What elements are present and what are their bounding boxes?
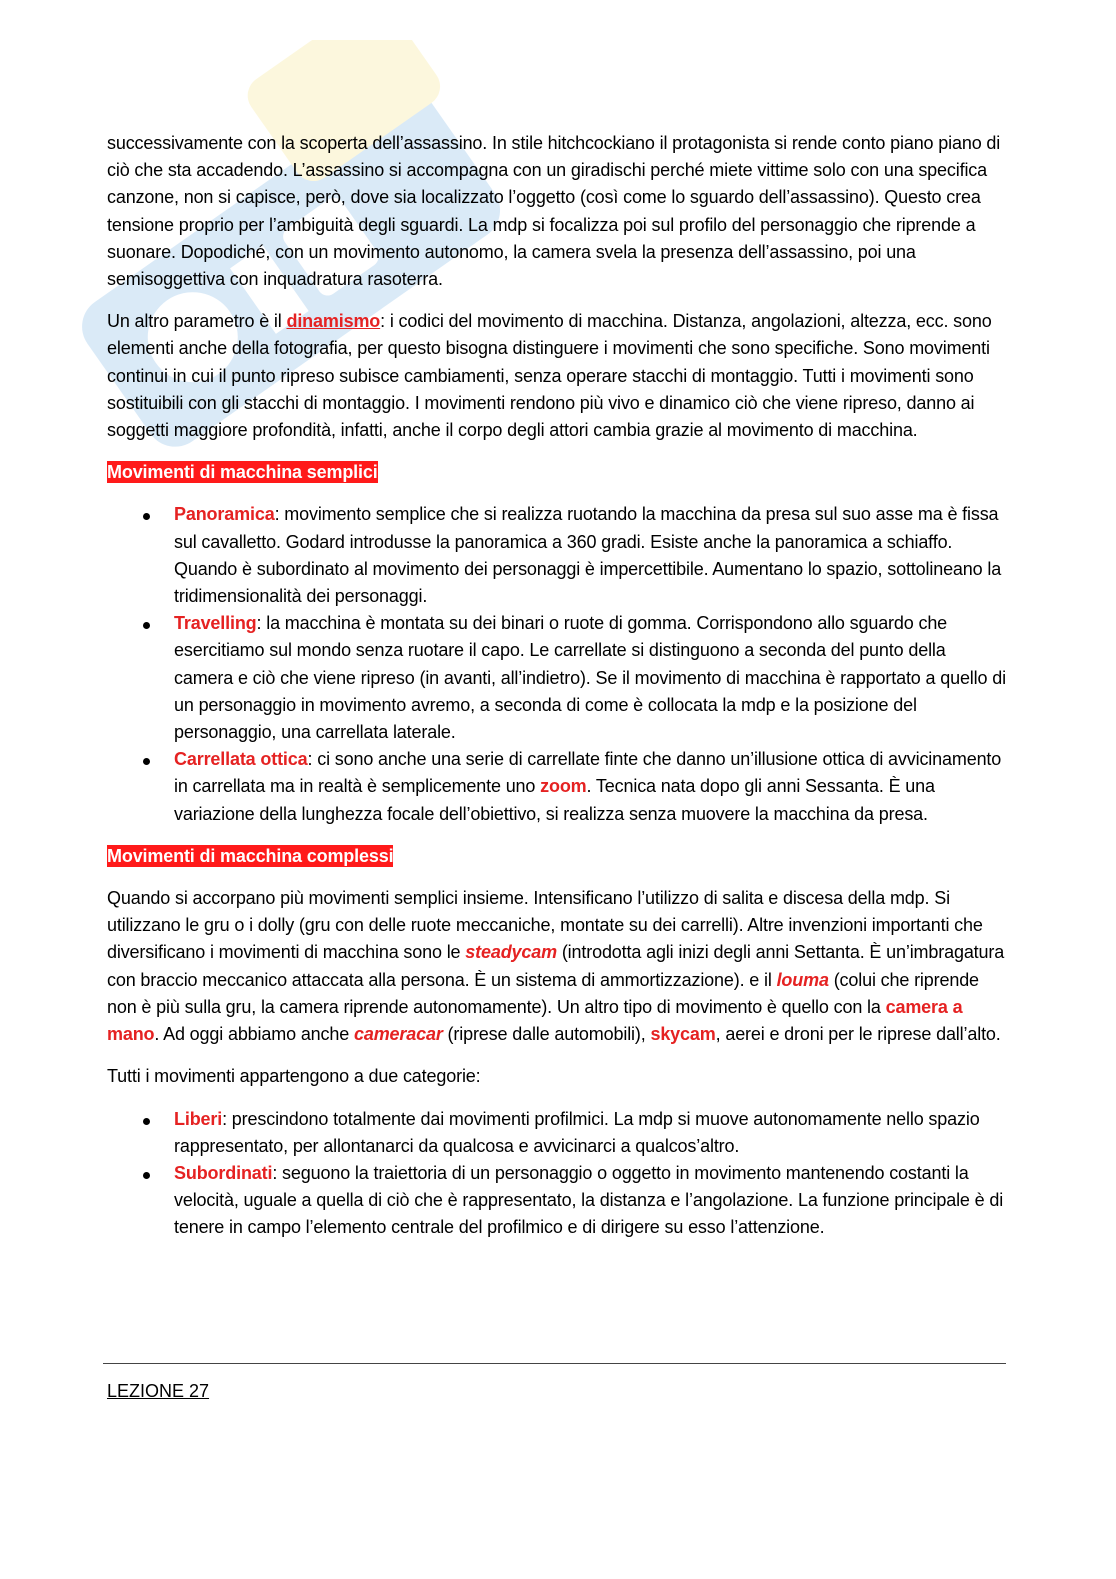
bullet-icon — [143, 1118, 150, 1125]
list-categories — [107, 1106, 1007, 1242]
paragraph-categories: Tutti i movimenti appartengono a due categorie: — [107, 1066, 481, 1087]
text-run: (introdotta agli inizi degli anni Settanta. È un’imbragatura con braccio meccanico attaccata alla persona. È un sistema di ammortizzazione). e il — [107, 942, 1005, 990]
bullet-icon — [143, 622, 150, 629]
lesson-heading: LEZIONE 27 — [107, 1381, 210, 1401]
term-cameracar: cameracar — [353, 1024, 443, 1045]
list-item — [174, 1106, 1007, 1160]
list-item — [174, 501, 1007, 610]
heading-label: Movimenti di macchina semplici — [107, 462, 378, 483]
text-run: (colui che riprende non è più sulla gru, la camera riprende autonomamente). Un altro tipo di movimento è quello con la — [107, 969, 979, 1017]
paragraph-intro: successivamente con la scoperta dell’assassino. In stile hitchcockiano il protagonista si rende conto piano piano di ciò che sta accadendo. L’assassino si accompagna con un giradischi perché miete vittime solo con una specifica canzone, non si capisce, però, dove sia localizzato l’oggetto (così come lo sguardo dell’assassino). Questo crea tensione proprio per l’ambiguità degli sguardi. La mdp si focalizza poi sul profilo del personaggio che riprende a suonare. Dopodiché, con un movimento autonomo, la camera svela la presenza dell’assassino, poi una semisoggettiva con inquadratura rasoterra. — [107, 133, 1001, 290]
list-item — [174, 746, 1007, 828]
document-body — [107, 130, 1007, 1257]
horizontal-divider — [103, 1363, 1006, 1364]
text-run: Quando si accorpano più movimenti semplici insieme. Intensificano l’utilizzo di salita e discesa della mdp. Si utilizzano le gru o i dolly (gru con delle ruote meccaniche, montate su dei carrelli). Altre invenzioni importanti che diversificano i movimenti di macchina sono le — [107, 888, 983, 963]
term-steadycam: steadycam — [465, 942, 557, 963]
list-item — [174, 1160, 1007, 1242]
text-run: : la macchina è montata su dei binari o ruote di gomma. Corrispondono allo sguardo che esercitiamo sul mondo senza ruotare il capo. Le carrellate si distinguono a seconda del punto della camera e ciò che viene ripreso (in avanti, all’indietro). Se il movimento di macchina è rapportato a quello di un personaggio in movimento avremo, a seconda di come è collocata la mdp e la posizione del personaggio, una carrellata laterale. — [174, 613, 1006, 743]
term-carrellata-ottica: Carrellata ottica — [174, 749, 308, 770]
text-run: : ci sono anche una serie di carrellate finte che danno un’illusione ottica di avvicinamento in carrellata ma in realtà è semplicemente uno — [174, 749, 1002, 797]
paragraph-complex — [107, 885, 1007, 1048]
list-simple-movements — [107, 501, 1007, 827]
paragraph-dinamismo — [107, 308, 1007, 444]
term-dinamismo: dinamismo — [286, 311, 381, 332]
list-item — [174, 610, 1007, 746]
text-run: : i codici del movimento di macchina. Distanza, angolazioni, altezza, ecc. sono elementi anche della fotografia, per questo bisogna distinguere i movimenti che sono specifiche. Sono movimenti continui in cui il punto ripreso subisce cambiamenti, senza operare stacchi di montaggio. Tutti i movimenti sono sostituibili con gli stacchi di montaggio. I movimenti rendono più vivo e dinamico ciò che viene ripreso, danno ai soggetti maggiore profondità, infatti, anche il corpo degli attori cambia grazie al movimento di macchina. — [107, 311, 992, 441]
term-zoom: zoom — [540, 776, 587, 797]
term-camera-a-mano: camera a mano — [107, 996, 963, 1045]
term-travelling: Travelling — [174, 613, 257, 634]
term-panoramica: Panoramica — [174, 504, 275, 525]
bullet-icon — [143, 513, 150, 520]
bullet-icon — [143, 1172, 150, 1179]
bullet-icon — [143, 758, 150, 765]
text-run: : prescindono totalmente dai movimenti profilmici. La mdp si muove autonomamente nello spazio rappresentato, per allontanarci da qualcosa e avvicinarci a qualcos’altro. — [174, 1108, 980, 1156]
text-run: . Ad oggi abbiamo anche — [154, 1024, 354, 1045]
section-heading-simple — [107, 459, 1007, 486]
text-run: Un altro parametro è il — [107, 311, 287, 332]
text-run: : movimento semplice che si realizza ruotando la macchina da presa sul suo asse ma è fissa sul cavalletto. Godard introdusse la panoramica a 360 gradi. Esiste anche la panoramica a schiaffo. Quando è subordinato al movimento dei personaggi è impercettibile. Aumentano lo spazio, sottolineano la tridimensionalità dei personaggi. — [174, 504, 1002, 607]
term-skycam: skycam — [650, 1024, 716, 1045]
text-run: (riprese dalle automobili), — [442, 1024, 651, 1045]
term-louma: louma — [776, 969, 829, 990]
text-run: : seguono la traiettoria di un personaggio o oggetto in movimento mantenendo costanti la velocità, uguale a quella di ciò che è rappresentato, la distanza e l’angolazione. La funzione principale è di tenere in campo l’elemento centrale del profilmico e di dirigere su esso l’attenzione. — [174, 1162, 1004, 1238]
text-run: . Tecnica nata dopo gli anni Sessanta. È una variazione della lunghezza focale dell’obiettivo, si realizza senza muovere la macchina da presa. — [174, 776, 935, 824]
text-run: , aerei e droni per le riprese dall’alto. — [715, 1024, 1001, 1045]
heading-label: Movimenti di macchina complessi — [107, 845, 394, 866]
section-heading-complex — [107, 843, 1007, 870]
term-subordinati: Subordinati — [174, 1162, 273, 1183]
term-liberi: Liberi — [174, 1108, 223, 1129]
